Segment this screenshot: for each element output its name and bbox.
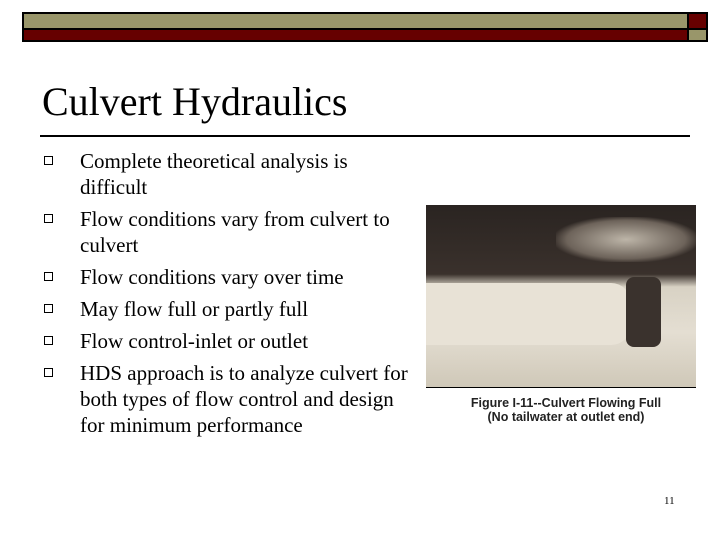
header-square-olive (687, 28, 708, 42)
header-bar-maroon (22, 28, 689, 42)
culvert-pipe (426, 283, 631, 345)
caption-line-2: (No tailwater at outlet end) (487, 410, 645, 424)
bullet-text: Flow conditions vary over time (80, 265, 344, 289)
title-divider (40, 135, 690, 137)
rocks (556, 217, 696, 262)
culvert-photo (426, 205, 696, 388)
bullet-text: May flow full or partly full (80, 297, 309, 321)
bullet-list (42, 148, 412, 444)
bullet-item (42, 148, 412, 200)
bullet-item (42, 264, 412, 290)
square-bullet-icon (44, 336, 53, 345)
bullet-item (42, 206, 412, 258)
slide-title: Culvert Hydraulics (42, 79, 348, 124)
bullet-text: Complete theoretical analysis is difficult (80, 149, 348, 199)
culvert-outlet (626, 277, 661, 347)
bullet-text: Flow conditions vary from culvert to culvert (80, 207, 390, 257)
page-number: 11 (664, 495, 675, 507)
square-bullet-icon (44, 156, 53, 165)
caption-line-1: Figure I-11--Culvert Flowing Full (470, 396, 662, 410)
bullet-item (42, 360, 412, 438)
bullet-text: HDS approach is to analyze culvert for both types of flow control and design for minimum performance (80, 361, 408, 437)
figure-caption (436, 396, 696, 424)
square-bullet-icon (44, 304, 53, 313)
square-bullet-icon (44, 214, 53, 223)
bullet-text: Flow control-inlet or outlet (80, 329, 309, 353)
square-bullet-icon (44, 368, 53, 377)
square-bullet-icon (44, 272, 53, 281)
bullet-item (42, 328, 412, 354)
bullet-item (42, 296, 412, 322)
